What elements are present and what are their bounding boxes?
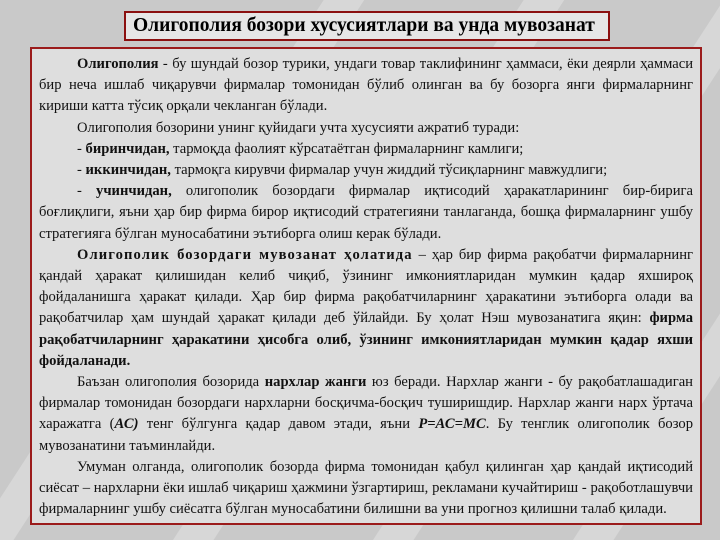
term-price-war: нархлар жанги (264, 374, 367, 391)
paragraph-equilibrium (39, 245, 693, 372)
term-ac: АС) (114, 416, 139, 433)
dash: - (77, 140, 86, 157)
formula: Р=АС=МС (418, 416, 486, 433)
body-text (39, 54, 693, 520)
feature-text-1: тармоқда фаолият кўрсатаётган фирмаларнинг камлиги; (169, 140, 524, 157)
feature-item-1 (39, 139, 693, 160)
feature-text-3: олигополик бозордаги фирмалар иқтисодий ҳаракатларининг бир-бирига боғлиқлиги, яъни ҳар бир фирма бирор иқтисодий стратегияни танлаганда, бошқа фирмаларнинг ушбу стратегияга бўлган муносабатини эътиборга олиш керак бўлади. (39, 183, 693, 242)
paragraph-price-war (39, 372, 693, 457)
slide-title: Олигополия бозори хусусиятлари ва унда мувозанат (124, 11, 610, 41)
definition-text: - бу шундай бозор турики, ундаги товар таклифининг ҳаммаси, ёки деярли ҳаммаси бир неча ишлаб чиқарувчи фирмалар томонидан бўлиб олинган ва бу бозорга янги фирмаларнинг кириши катта тўсиқ орқали чекланган бўлади. (39, 56, 693, 115)
equilibrium-conclusion: фирма рақобатчиларнинг ҳаракатини ҳисобга олиб, ўзининг имкониятларидан мумкин қадар яхши фойдаланади. (39, 310, 693, 369)
paragraph-features-intro: Олигополия бозорини унинг қуйидаги учта хусусияти ажратиб туради: (77, 119, 520, 136)
price-war-end: . Бу тенглик олигополик бозор мувозанатини таъминлайди. (39, 416, 694, 454)
equilibrium-text: – ҳар бир фирма рақобатчи фирмаларнинг қандай ҳаракат қилишидан келиб чиқиб, ўзининг имкониятларидан мумкин қадар яхшироқ фойдаланишга ҳаракат қилади. Ҳар бир фирма рақобатчиларнинг ҳаракатини эътиборга олади ва рақобатчилар ҳам шундай ҳаракат қилади деб ўйлайди. Бу ҳолат Нэш мувозанатига яқин: (39, 246, 693, 327)
dash: - (77, 183, 97, 200)
price-war-intro: Баъзан олигополия бозорида (77, 374, 265, 391)
feature-term-1: биринчидан, (85, 140, 170, 157)
feature-item-2 (39, 160, 693, 181)
feature-item-3 (39, 181, 693, 245)
price-war-after: тенг бўлгунга қадар давом этади, яъни (138, 416, 419, 433)
term-oligopoly: Олигополия (77, 56, 159, 72)
feature-term-2: иккинчидан, (85, 162, 171, 179)
dash: - (77, 162, 86, 179)
price-war-text: юз беради. Нархлар жанги - бу рақобатлашадиган фирмалар томонидан бозордаги нархларни босқичма-босқич туширишдир. Нархлар жанги нарх ўртача харажатга ( (39, 374, 693, 433)
paragraph-conclusion: Умуман олганда, олигополик бозорда фирма томонидан қабул қилинган ҳар қандай иқтисодий сиёсат – нархларни ёки ишлаб чиқариш ҳажмини ўзгартириш, рекламани кучайтириш - рақоботлашувчи фирмаларнинг ушбу сиёсатга бўлган муносабатини билишни ва уни прогноз қилишни талаб қилади. (39, 458, 693, 518)
content-box (30, 47, 702, 525)
term-equilibrium: Олигополик бозордаги мувозанат ҳолатида (77, 246, 413, 263)
feature-term-3: учинчидан, (96, 183, 172, 200)
paragraph-definition (39, 54, 693, 118)
feature-text-2: тармоқга кирувчи фирмалар учун жиддий тўсиқларнинг мавжудлиги; (170, 162, 608, 179)
